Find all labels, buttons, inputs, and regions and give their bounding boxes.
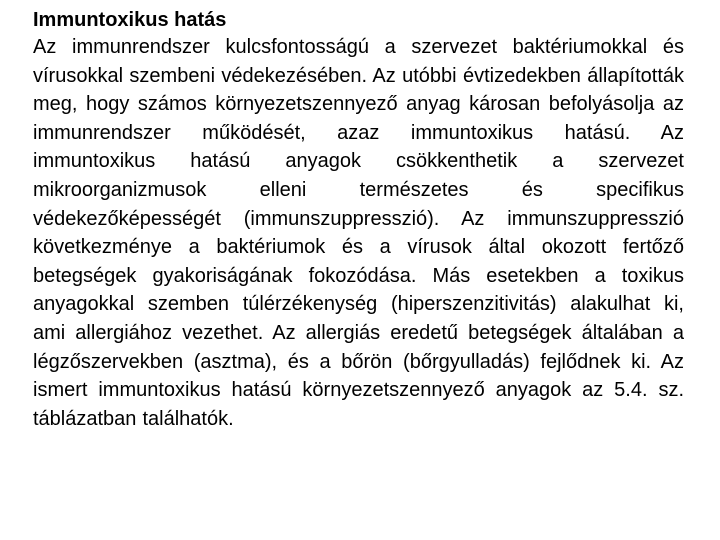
document-title: Immuntoxikus hatás [33, 9, 227, 31]
document-paragraph: Az immunrendszer kulcsfontosságú a szervezet baktériumokkal és vírusokkal szembeni védekezésében. Az utóbbi évtizedekben állapították meg, hogy számos környezetszennyező anyag károsan befolyásolja az immunrendszer működését, azaz immuntoxikus hatású. Az immuntoxikus hatású anyagok csökkenthetik a szervezet mikroorganizmusok elleni természetes és specifikus védekezőképességét (immunszuppresszió). Az immunszuppresszió következménye a baktériumok és a vírusok által okozott fertőző betegségek gyakoriságának fokozódása. Más esetekben a toxikus anyagokkal szemben túlérzékenység (hiperszenzitivitás) alakulhat ki, ami allergiához vezethet. Az allergiás eredetű betegségek általában a légzőszervekben (asztma), és a bőrön (bőrgyulladás) fejlődnek ki. Az ismert immuntoxikus hatású környezetszennyező anyagok az 5.4. sz. táblázatban találhatók. [33, 36, 684, 430]
document-page [33, 8, 684, 433]
